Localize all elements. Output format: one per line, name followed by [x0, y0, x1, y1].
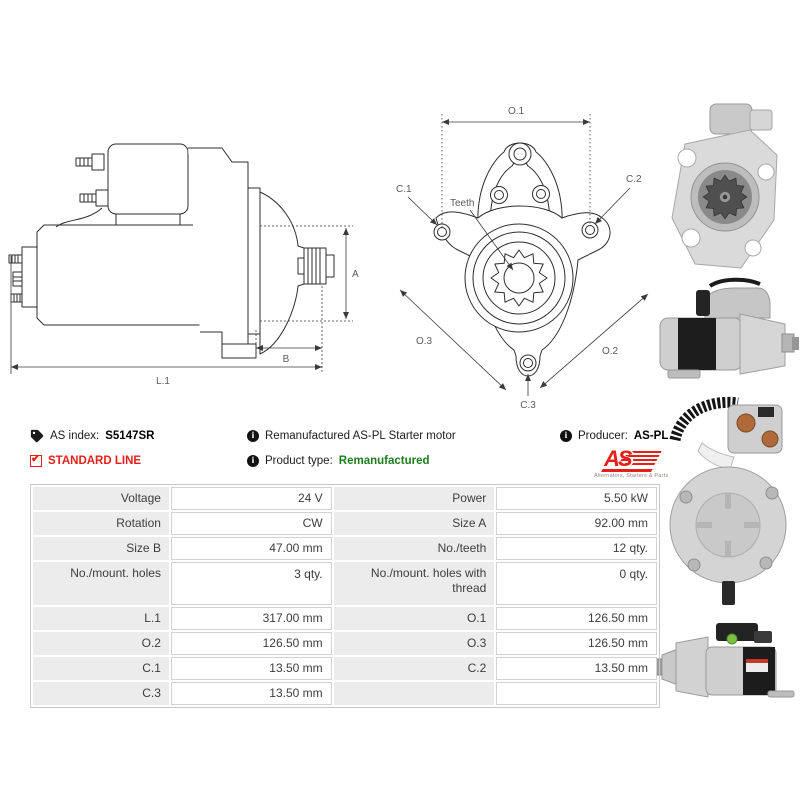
checked-checkbox-icon: ✔: [31, 453, 41, 465]
spec-label: Rotation: [33, 512, 169, 535]
as-pl-logo: [594, 446, 669, 479]
spec-label: O.3: [334, 632, 495, 655]
spec-table: [31, 485, 659, 707]
spec-value: 12 qty.: [496, 537, 657, 560]
spec-label: C.3: [33, 682, 169, 705]
spec-label: Voltage: [33, 487, 169, 510]
dimension-label-o1: O.1: [507, 106, 525, 117]
logo-subtext: Alternators, Starters & Parts: [594, 473, 669, 479]
spec-value: 47.00 mm: [171, 537, 332, 560]
spec-value: 3 qty.: [171, 562, 332, 605]
dimension-label-a: A: [352, 269, 359, 280]
starter-side-outline: [9, 144, 334, 358]
product-photo-side-left: [648, 605, 798, 717]
standard-line-label: STANDARD LINE: [48, 455, 142, 467]
table-row: [33, 607, 657, 630]
tag-icon: [30, 429, 44, 443]
as-index-row: [30, 428, 154, 444]
standard-line-row: [30, 453, 154, 469]
spec-value: [496, 682, 657, 705]
spec-label: C.1: [33, 657, 169, 680]
spec-value: CW: [171, 512, 332, 535]
side-view-drawing: [8, 108, 360, 400]
product-photo-side-right: [650, 274, 800, 392]
spec-value: 5.50 kW: [496, 487, 657, 510]
starter-front-outline: [434, 143, 610, 376]
spec-value: 13.50 mm: [171, 657, 332, 680]
dimension-label-o3: O.3: [416, 336, 433, 347]
as-pl-logo-mark: [594, 446, 660, 471]
dimension-label-c3: C.3: [520, 400, 536, 411]
spec-label: O.2: [33, 632, 169, 655]
spec-label: No./mount. holes with thread: [334, 562, 495, 605]
spec-label: Power: [334, 487, 495, 510]
product-photo-rear: [650, 385, 800, 607]
spec-value: 0 qty.: [496, 562, 657, 605]
info-icon: i: [247, 455, 259, 467]
table-row: [33, 562, 657, 605]
front-view-drawing: [392, 98, 658, 416]
spec-value: 13.50 mm: [171, 682, 332, 705]
as-index-label: AS index:: [50, 430, 100, 442]
spec-value: 317.00 mm: [171, 607, 332, 630]
info-icon: i: [560, 430, 572, 442]
dimension-label-l1: L.1: [156, 376, 170, 387]
logo-text: AS: [604, 446, 631, 471]
description-row: [247, 428, 456, 444]
spec-label: C.2: [334, 657, 495, 680]
dimension-label-teeth: Teeth: [450, 198, 475, 209]
product-type-row: [247, 453, 456, 469]
spec-value: 92.00 mm: [496, 512, 657, 535]
producer-value: AS-PL: [633, 430, 669, 442]
spec-value: 24 V: [171, 487, 332, 510]
table-row: [33, 682, 657, 705]
spec-label: Size A: [334, 512, 495, 535]
table-row: [33, 537, 657, 560]
dimension-label-b: B: [282, 354, 290, 365]
spec-label: O.1: [334, 607, 495, 630]
table-row: [33, 657, 657, 680]
product-photo-front: [655, 100, 795, 272]
table-row: [33, 512, 657, 535]
spec-value: 126.50 mm: [171, 632, 332, 655]
info-column-left: [30, 428, 154, 469]
spec-label: [334, 682, 495, 705]
spec-table-container: [30, 484, 660, 708]
info-icon: i: [247, 430, 259, 442]
producer-row: [560, 428, 668, 444]
spec-value: 126.50 mm: [496, 632, 657, 655]
spec-label: L.1: [33, 607, 169, 630]
table-row: [33, 487, 657, 510]
product-type-value: Remanufactured: [338, 455, 430, 467]
info-column-right: [560, 428, 668, 479]
spec-value: 13.50 mm: [496, 657, 657, 680]
spec-label: Size B: [33, 537, 169, 560]
info-column-middle: [247, 428, 456, 469]
spec-value: 126.50 mm: [496, 607, 657, 630]
producer-label: Producer:: [578, 430, 628, 442]
dimension-label-c2: C.2: [626, 174, 642, 185]
dimension-label-c1: C.1: [396, 184, 412, 195]
product-description: Remanufactured AS-PL Starter motor: [265, 430, 456, 442]
as-index-value: S5147SR: [105, 430, 155, 442]
dimension-label-o2: O.2: [602, 346, 619, 357]
product-type-label: Product type:: [265, 455, 333, 467]
spec-label: No./teeth: [334, 537, 495, 560]
spec-label: No./mount. holes: [33, 562, 169, 605]
table-row: [33, 632, 657, 655]
